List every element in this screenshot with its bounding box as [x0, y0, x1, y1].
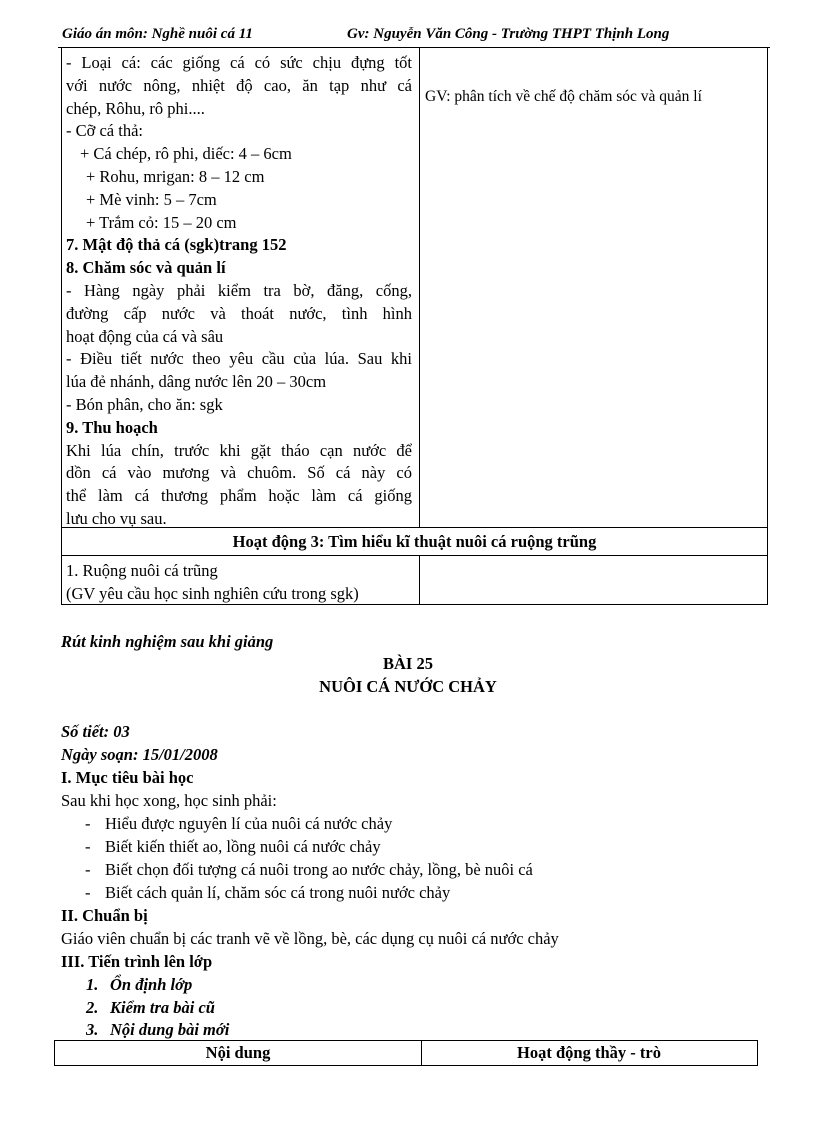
review-heading: Rút kinh nghiệm sau khi giảng: [61, 632, 274, 651]
step-text: Kiểm tra bài cũ: [110, 998, 215, 1017]
lesson-content-table: [54, 1040, 758, 1066]
text-line: lưu cho vụ sau.: [66, 508, 167, 528]
text-line: + Cá chép, rô phi, diếc: 4 – 6cm: [80, 144, 292, 164]
lesson-title: NUÔI CÁ NƯỚC CHẢY: [319, 677, 497, 696]
procedure-step: [86, 1020, 229, 1040]
step-number: 1.: [86, 975, 99, 994]
text-line: dồn cá vào mương và chuôm. Số cá này có: [66, 463, 412, 483]
bullet-dash: -: [85, 837, 91, 856]
heading-7: 7. Mật độ thả cá (sgk)trang 152: [66, 235, 287, 255]
text-line: lúa đẻ nhánh, dâng nước lên 20 – 30cm: [66, 372, 327, 392]
content-cell: [66, 52, 412, 531]
goal-item: [85, 883, 450, 903]
text-line: (GV yêu cầu học sinh nghiên cứu trong sgk): [66, 583, 359, 603]
bullet-dash: -: [85, 814, 91, 833]
goal-item: [85, 837, 381, 857]
text-line: thể làm cá thương phẩm hoặc làm cá giống: [66, 486, 412, 506]
goal-item: [85, 814, 392, 834]
section-preparation: II. Chuẩn bị: [61, 906, 148, 925]
header-right: Gv: Nguyễn Văn Công - Trường THPT Thịnh Long: [347, 26, 670, 42]
text-line: đường cấp nước và thoát nước, tình hình: [66, 303, 412, 323]
step-number: 2.: [86, 998, 99, 1017]
text-line: hoạt động của cá và sâu: [66, 326, 224, 346]
bullet-dash: -: [85, 860, 91, 879]
text-line: với nước nông, nhiệt độ cao, ăn tạp như cá: [66, 75, 412, 95]
lesson-number: BÀI 25: [383, 654, 433, 673]
step-text: Ổn định lớp: [110, 975, 193, 994]
text-line: Khi lúa chín, trước khi gặt tháo cạn nước để: [66, 440, 412, 460]
text-line: - Loại cá: các giống cá có sức chịu đựng tốt: [66, 53, 412, 72]
table-column-divider-bottom: [419, 555, 420, 605]
procedure-step: [86, 998, 215, 1018]
procedure-step: [86, 975, 192, 995]
teacher-activity-cell: GV: phân tích về chế độ chăm sóc và quản lí: [425, 88, 702, 105]
text-line: - Bón phân, cho ăn: sgk: [66, 394, 223, 414]
lesson-table-continued: [61, 47, 768, 605]
activity-3-content: [66, 560, 359, 605]
goal-text: Biết chọn đối tượng cá nuôi trong ao nước chảy, lồng, bè nuôi cá: [105, 860, 533, 879]
step-number: 3.: [86, 1020, 99, 1039]
step-text: Nội dung bài mới: [110, 1020, 230, 1039]
section-procedure: III. Tiến trình lên lớp: [61, 952, 213, 971]
heading-8: 8. Chăm sóc và quản lí: [66, 258, 226, 278]
table-border-left: [61, 47, 62, 605]
page-header: [62, 26, 762, 43]
objectives-intro: Sau khi học xong, học sinh phải:: [61, 791, 277, 810]
column-header-activity: Hoạt động thầy - trò: [517, 1043, 661, 1062]
section-objectives: I. Mục tiêu bài học: [61, 768, 194, 787]
heading-9: 9. Thu hoạch: [66, 417, 158, 437]
text-line: chép, Rôhu, rô phi....: [66, 98, 205, 118]
periods: Số tiết: 03: [61, 722, 130, 741]
table-rule: [61, 555, 768, 556]
column-header-content: Nội dung: [205, 1043, 271, 1062]
text-line: - Cỡ cá thả:: [66, 121, 143, 141]
header-left: Giáo án môn: Nghề nuôi cá 11: [62, 26, 253, 42]
goal-text: Hiểu được nguyên lí của nuôi cá nước chảy: [105, 814, 393, 833]
text-line: + Mè vinh: 5 – 7cm: [86, 189, 217, 209]
table-border-right: [767, 47, 768, 605]
text-line: + Trắm cỏ: 15 – 20 cm: [86, 212, 237, 232]
table-column-divider: [419, 47, 420, 527]
text-line: - Hàng ngày phải kiểm tra bờ, đăng, cống,: [66, 280, 412, 300]
goal-text: Biết kiến thiết ao, lồng nuôi cá nước chảy: [105, 837, 381, 856]
activity-3-heading: Hoạt động 3: Tìm hiểu kĩ thuật nuôi cá ruộng trũng: [232, 532, 597, 551]
prep-date: Ngày soạn: 15/01/2008: [61, 745, 218, 764]
text-line: - Điều tiết nước theo yêu cầu của lúa. Sau khi: [66, 349, 412, 369]
text-line: 1. Ruộng nuôi cá trũng: [66, 561, 218, 580]
goal-text: Biết cách quản lí, chăm sóc cá trong nuôi nước chảy: [105, 883, 451, 902]
goal-item: [85, 860, 533, 880]
bullet-dash: -: [85, 883, 91, 902]
preparation-text: Giáo viên chuẩn bị các tranh vẽ về lồng, bè, các dụng cụ nuôi cá nước chảy: [61, 929, 559, 948]
text-line: + Rohu, mrigan: 8 – 12 cm: [86, 166, 265, 186]
